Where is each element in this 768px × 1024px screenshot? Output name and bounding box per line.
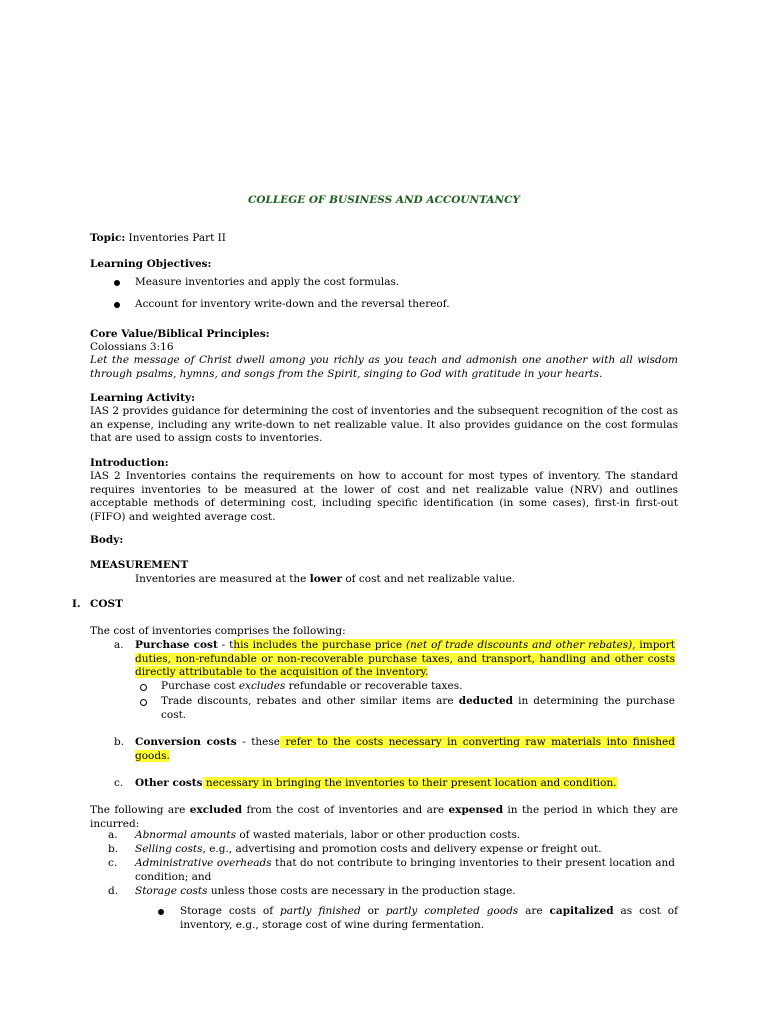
cost-intro: The cost of inventories comprises the following: <box>90 625 346 637</box>
storage-c: or <box>360 905 386 917</box>
excluded-item-a-rest: of wasted materials, labor or other production costs. <box>236 829 521 841</box>
objective-item-2: Account for inventory write-down and the reversal thereof. <box>135 298 450 310</box>
storage-capitalized: capitalized <box>549 905 614 917</box>
storage-g: as cost of inventory, e.g., storage cost of wine during fermentation. <box>180 905 679 931</box>
excluded-mark-a: a. <box>108 829 118 841</box>
excluded-intro <box>90 804 678 831</box>
objective-item-1: Measure inventories and apply the cost formulas. <box>135 276 400 288</box>
excluded-mark-b: b. <box>108 843 119 855</box>
activity-text: IAS 2 provides guidance for determining the cost of inventories and the subsequent recognition of the cost as an expense, including any write-down to net realizable value. It also provides guidance on the cost formulas that are used to assign costs to inventories. <box>90 405 678 444</box>
sub2-deducted: deducted <box>458 695 513 707</box>
topic-line <box>90 232 678 246</box>
item-mark-c: c. <box>114 777 124 789</box>
expensed-word: expensed <box>448 804 504 816</box>
item-mark-b: b. <box>114 736 125 748</box>
excluded-mark-c: c. <box>108 857 118 869</box>
other-costs-term: Other costs <box>135 777 203 789</box>
sub2-c: in determining the purchase cost. <box>161 695 675 721</box>
core-value-quote: Let the message of Christ dwell among you richly as you teach and admonish one another with all wisdom through psalms, hymns, and songs from the Spirit, singing to God with gratitude in your hearts. <box>90 354 678 380</box>
introduction-heading: Introduction: <box>90 457 169 469</box>
excluded-item-b-rest: , e.g., advertising and promotion costs and delivery expense or freight out. <box>202 843 602 855</box>
conversion-costs-sep: - these <box>236 736 280 748</box>
measurement-text-a: Inventories are measured at the <box>135 573 310 585</box>
conversion-costs-highlight: refer to the costs necessary in converting raw materials into finished goods. <box>135 736 675 762</box>
excluded-item-b <box>135 843 675 857</box>
measurement-lower: lower <box>309 573 342 585</box>
purchase-cost-sub-2 <box>161 695 675 722</box>
core-value-verse: Colossians 3:16 <box>90 341 174 353</box>
excluded-t5: in the period in which they are incurred: <box>90 804 679 830</box>
other-costs-highlight: necessary in bringing the inventories to their present location and condition. <box>202 777 617 789</box>
sub1-c: refundable or recoverable taxes. <box>285 680 463 692</box>
sub1-excludes: excludes <box>238 680 286 692</box>
purchase-cost-highlight-2: import duties, non-refundable or non-recoverable purchase taxes, and transport, handling and other costs directly attributable to the acquisition of the inventory. <box>135 639 675 678</box>
excluded-item-d-rest: unless those costs are necessary in the production stage. <box>207 885 516 897</box>
circle-bullet-icon <box>140 684 147 691</box>
excluded-t1: The following are <box>90 804 190 816</box>
excluded-item-d-italic: Storage costs <box>135 885 208 897</box>
excluded-mark-d: d. <box>108 885 119 897</box>
sub2-a: Trade discounts, rebates and other similar items are <box>161 695 459 707</box>
item-mark-a: a. <box>114 639 124 651</box>
excluded-item-c-rest: that do not contribute to bringing inventories to their present location and condition; and <box>135 857 675 883</box>
excluded-item-c <box>135 857 675 884</box>
conversion-costs-paragraph <box>135 736 675 763</box>
storage-e: are <box>518 905 550 917</box>
purchase-cost-sep: - t <box>217 639 234 651</box>
document-header: COLLEGE OF BUSINESS AND ACCOUNTANCY <box>248 194 520 206</box>
activity-heading: Learning Activity: <box>90 392 195 404</box>
bullet-dot-icon <box>158 909 164 915</box>
bullet-dot-icon <box>114 302 120 308</box>
purchase-cost-paragraph <box>135 639 675 680</box>
purchase-cost-term: Purchase cost <box>135 639 218 651</box>
purchase-cost-highlight-1: his includes the purchase price <box>233 639 406 651</box>
excluded-item-b-italic: Selling costs <box>135 843 203 855</box>
section-numeral: I. <box>72 598 81 610</box>
objectives-heading: Learning Objectives: <box>90 258 212 270</box>
topic-label: Topic: <box>90 232 126 244</box>
excluded-item-c-italic: Administrative overheads <box>135 857 272 869</box>
measurement-heading: MEASUREMENT <box>90 559 189 571</box>
other-costs-paragraph <box>135 777 675 791</box>
excluded-item-d <box>135 885 675 899</box>
body-heading: Body: <box>90 534 124 546</box>
conversion-costs-term: Conversion costs <box>135 736 237 748</box>
excluded-item-a-italic: Abnormal amounts <box>135 829 236 841</box>
introduction-text: IAS 2 Inventories contains the requirements on how to account for most types of inventory. The standard requires inventories to be measured at the lower of cost and net realizable value (NRV) and outlines acceptable methods of determining cost, including specific identification (in some cases), first-in first-out (FIFO) and weighted average cost. <box>90 470 678 523</box>
topic-text: Inventories Part II <box>125 232 226 244</box>
purchase-cost-highlight-italic: (net of trade discounts and other rebates), <box>405 639 636 651</box>
measurement-text-c: of cost and net realizable value. <box>341 573 516 585</box>
excluded-word: excluded <box>189 804 243 816</box>
measurement-text <box>135 573 675 587</box>
purchase-cost-sub-1 <box>161 680 675 694</box>
excluded-t3: from the cost of inventories and are <box>242 804 449 816</box>
storage-costs-paragraph <box>180 905 678 932</box>
cost-heading: COST <box>90 598 123 610</box>
circle-bullet-icon <box>140 699 147 706</box>
sub1-a: Purchase cost <box>161 680 239 692</box>
storage-a: Storage costs of <box>180 905 281 917</box>
storage-partly-completed: partly completed goods <box>385 905 519 917</box>
bullet-dot-icon <box>114 280 120 286</box>
storage-partly-finished: partly finished <box>280 905 361 917</box>
core-value-heading: Core Value/Biblical Principles: <box>90 328 270 340</box>
excluded-item-a <box>135 829 675 843</box>
